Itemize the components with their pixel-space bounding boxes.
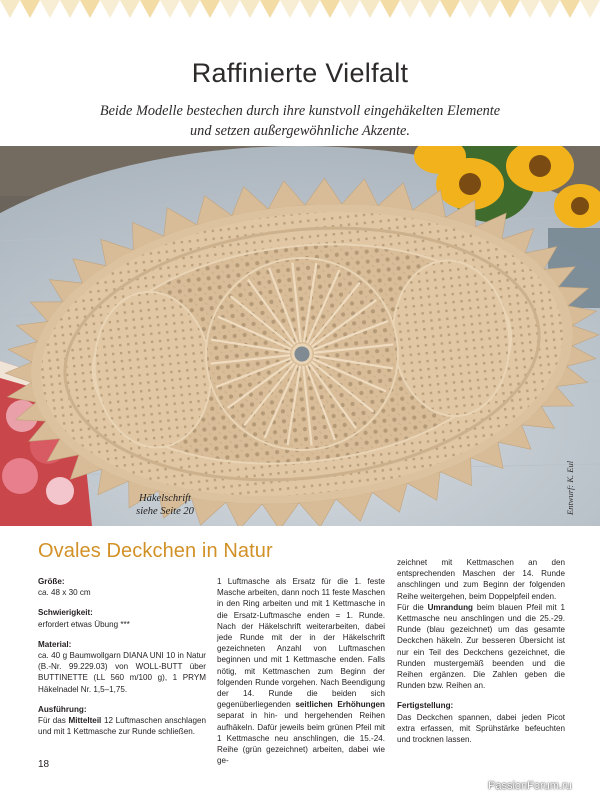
- article-title: Ovales Deckchen in Natur: [38, 540, 273, 562]
- top-bunting-stripe: [0, 0, 600, 22]
- bunting-flag: [240, 0, 260, 18]
- bunting-flag: [400, 0, 420, 18]
- bunting-flag: [260, 0, 280, 18]
- bunting-flag: [500, 0, 520, 18]
- page-subtitle: [60, 101, 540, 141]
- border-instructions: [397, 602, 565, 692]
- execution-post: 12 Luftmaschen anschlagen und mit 1 Kettmasche zur Runde schließen.: [38, 716, 206, 737]
- watermark: PassionForum.ru: [488, 780, 572, 792]
- page-number: 18: [38, 759, 50, 770]
- subtitle-line-2: und setzen außergewöhnliche Akzente.: [190, 123, 410, 139]
- bunting-flag: [560, 0, 580, 18]
- bunting-flag: [120, 0, 140, 18]
- execution-bold: Mittelteil: [68, 716, 102, 726]
- bunting-flag: [20, 0, 40, 18]
- col3-pre: Für die: [397, 602, 428, 612]
- col3-bold: Umrandung: [427, 602, 473, 612]
- bunting-flag: [420, 0, 440, 18]
- text-column-2: [217, 576, 385, 766]
- bunting-flag: [160, 0, 180, 18]
- col3-post: beim blauen Pfeil mit 1 Kettmasche neu anschlingen und die 25.-29. Runde (blau gezeichnet) um das gesamte Deckchen häkeln. Zur besseren Übersicht ist nur ein Teil des Deckchens gezeichnet, die Runden mustergemäß beenden und die Reihen ergänzen. Die Zahlen geben die Runden bzw. Reihen an.: [397, 602, 565, 691]
- chart-reference-caption: [120, 492, 210, 518]
- text-column-3: [397, 557, 565, 745]
- col2-pre: 1 Luftmasche als Ersatz für die 1. feste Masche arbeiten, dann noch 11 feste Maschen in den Ring arbeiten und mit 1 Kettmasche in die Ersatz-Luftmasche enden = 1. Runde. Nach der Häkelschrift weiterarbeiten, dabei jede Runde mit der in der Häkelschrift gezeichneten Anzahl von Luftmaschen beginnen und mit 1 Kettmasche enden. Falls nötig, mit Kettmaschen zum Beginn der folgenden Runde vorgehen. Nach Beendigung der 14. Runde die beiden sich gegenüberliegenden: [217, 577, 385, 710]
- bunting-flag: [40, 0, 60, 18]
- finish-text: Das Deckchen spannen, dabei jeden Picot extra erfassen, mit Sprühstärke befeuchten und trocknen lassen.: [397, 712, 565, 745]
- size-value: ca. 48 x 30 cm: [38, 588, 91, 598]
- bunting-flag: [180, 0, 200, 18]
- subtitle-line-1: Beide Modelle bestechen durch ihre kunstvoll eingehäkelten Elemente: [99, 103, 501, 119]
- material-label: Material:: [38, 639, 72, 649]
- bunting-flag: [440, 0, 460, 18]
- bunting-flag: [100, 0, 120, 18]
- bunting-flag: [340, 0, 360, 18]
- caption-line-2: siehe Seite 20: [136, 506, 194, 517]
- doily-photo-illustration: [0, 146, 600, 526]
- caption-line-1: Häkelschrift: [139, 493, 191, 504]
- bunting-flag: [460, 0, 480, 18]
- col2-bold: seitlichen Erhöhungen: [295, 700, 385, 710]
- bunting-flag: [140, 0, 160, 18]
- bunting-flag: [80, 0, 100, 18]
- bunting-flag: [380, 0, 400, 18]
- execution-pre: Für das: [38, 716, 69, 726]
- finish-label: Fertigstellung:: [397, 701, 454, 711]
- bunting-flag: [220, 0, 240, 18]
- difficulty-label: Schwierigkeit:: [38, 608, 93, 618]
- bunting-flag: [480, 0, 500, 18]
- column-2-text: [217, 576, 385, 766]
- material-text: ca. 40 g Baumwollgarn DIANA UNI 10 in Natur (B.-Nr. 99.229.03) von WOLL-BUTT über BUTTINETTE (LL 560 m/100 g), 1 PRYM Häkelnadel Nr. 1,5–1,75.: [38, 651, 206, 694]
- bunting-flag: [540, 0, 560, 18]
- bunting-flag: [320, 0, 340, 18]
- difficulty-value: erfordert etwas Übung ***: [38, 619, 130, 629]
- column-3-continuation: zeichnet mit Kettmaschen an den entsprechenden Maschen der 14. Runde anschlingen und zum Beginn der folgenden Reihe weitergehen, beim Doppelpfeil enden.: [397, 558, 565, 601]
- bunting-flag: [0, 0, 20, 18]
- size-label: Größe:: [38, 577, 65, 586]
- bunting-flag: [520, 0, 540, 18]
- execution-text: [38, 715, 206, 737]
- col2-post: separat in hin- und hergehenden Reihen aufhäkeln. Dafür jeweils beim grünen Pfeil mit 1 Kettmasche neu anschlingen, die 15.-24. Reihe (grün gezeichnet) arbeiten, dabei wie ge-: [217, 711, 385, 766]
- bunting-flag: [280, 0, 300, 18]
- text-column-1: [38, 576, 206, 737]
- bunting-flag: [60, 0, 80, 18]
- bunting-flag: [580, 0, 600, 18]
- bunting-flag: [360, 0, 380, 18]
- page-title: Raffinierte Vielfalt: [191, 58, 409, 88]
- execution-label: Ausführung:: [38, 704, 87, 714]
- bunting-flag: [200, 0, 220, 18]
- bunting-flag: [300, 0, 320, 18]
- doily-photo: [0, 146, 600, 526]
- design-credit: Entwurf: K. Eul: [565, 460, 575, 515]
